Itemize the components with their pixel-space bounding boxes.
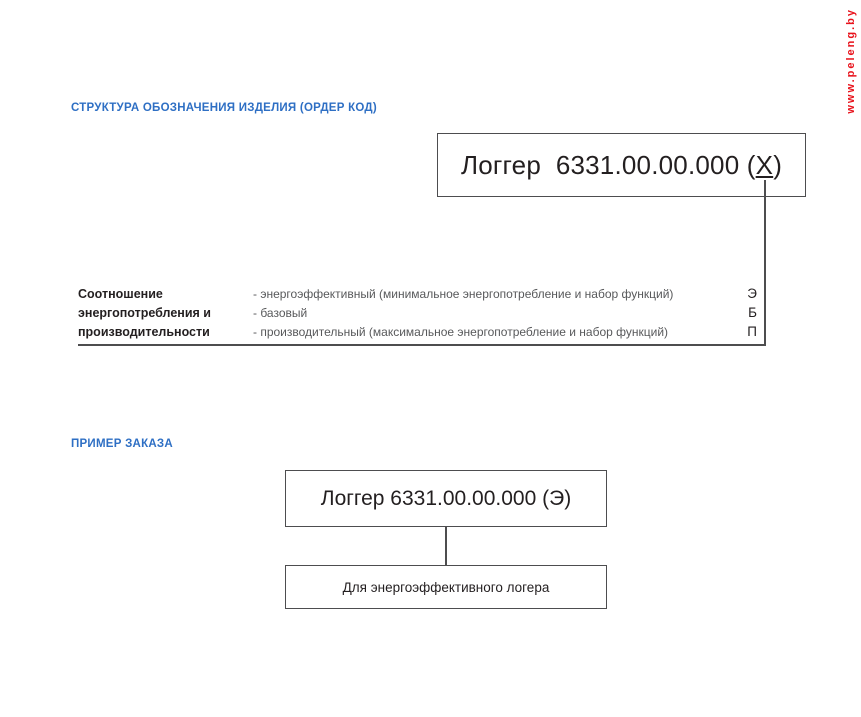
option-code: Э xyxy=(747,286,757,301)
option-code: П xyxy=(747,324,757,339)
product-designation-text xyxy=(461,150,782,181)
table-row xyxy=(78,305,765,324)
example-connector-line xyxy=(445,527,447,565)
option-group-label-line-3: производительности xyxy=(78,325,210,339)
leader-line-horizontal xyxy=(78,344,765,346)
option-group-label-line-2: энергопотребления и xyxy=(78,306,211,320)
option-code: Б xyxy=(748,305,757,320)
table-row xyxy=(78,324,765,343)
section-heading-example: ПРИМЕР ЗАКАЗА xyxy=(71,438,173,450)
example-order-code-text: Логгер 6331.00.00.000 (Э) xyxy=(320,486,572,510)
designation-prefix: Логгер 6331.00.00.000 ( xyxy=(460,149,756,180)
example-meaning-box xyxy=(285,565,607,609)
option-description: - энергоэффективный (минимальное энергопотребление и набор функций) xyxy=(253,287,674,301)
option-description: - производительный (максимальное энергопотребление и набор функций) xyxy=(253,325,669,339)
option-description: - базовый xyxy=(253,306,308,320)
option-table xyxy=(78,286,765,343)
product-designation-box xyxy=(437,133,806,197)
designation-variable-marker: X xyxy=(755,149,774,180)
option-group-label-line-1: Соотношение xyxy=(78,287,163,301)
example-meaning-text: Для энергоэффективного логера xyxy=(342,579,550,595)
example-order-code-box xyxy=(285,470,607,527)
site-watermark: www.peleng.by xyxy=(845,8,857,114)
designation-suffix: ) xyxy=(773,149,783,180)
section-heading-structure: СТРУКТУРА ОБОЗНАЧЕНИЯ ИЗДЕЛИЯ (ОРДЕР КОД) xyxy=(71,102,377,114)
table-row xyxy=(78,286,765,305)
